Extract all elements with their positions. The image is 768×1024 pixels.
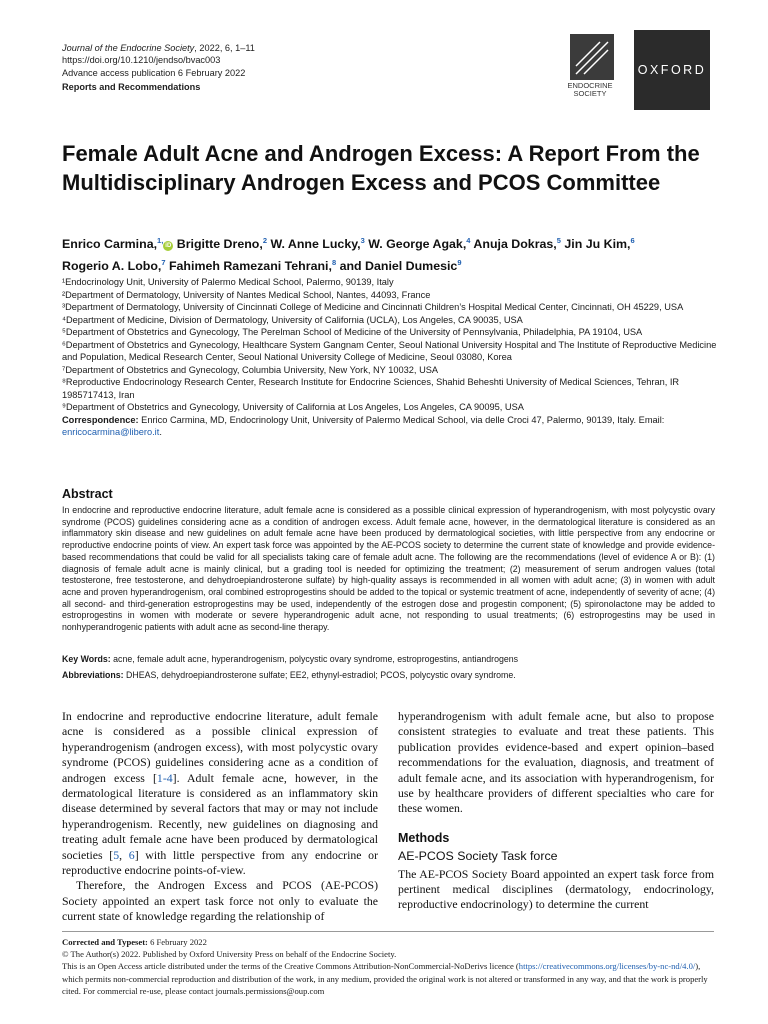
correspondence-email-link[interactable]: enricocarmina@libero.it xyxy=(62,427,160,437)
task-force-subheading: AE-PCOS Society Task force xyxy=(398,849,558,864)
oxford-logo: OXFORD xyxy=(634,30,710,110)
author[interactable]: W. Anne Lucky,$^3$ xyxy=(270,236,365,252)
journal-name: Journal of the Endocrine Society xyxy=(62,43,195,53)
citation-link[interactable]: 1-4 xyxy=(156,770,173,785)
license-link[interactable]: https://creativecommons.org/licenses/by-nc-nd/4.0/ xyxy=(518,961,696,972)
author[interactable]: Brigitte Dreno,$^2$ xyxy=(176,236,267,252)
correspondence: Correspondence: Enrico Carmina, MD, Endocrinology Unit, University of Palermo Medical School, via delle Croci 47, Palermo, 90139, Italy. Email: enricocarmina@libero.it. xyxy=(62,414,665,437)
affiliation: ¹Endocrinology Unit, University of Palermo Medical School, Palermo, 90139, Italy xyxy=(62,277,394,287)
license-note: This is an Open Access article distributed under the terms of the Creative Commons Attribution-NonCommercial-NoDerivs licence (https://creativecommons.org/licenses/by-nc-nd/4.0/), which permits non-commercial reproduction and distribution of the work, in any medium, provided the original work is not altered or transformed in any way, and that the work is properly cited. For commercial re-use, please contact journals.permissions@oup.com xyxy=(62,961,708,996)
intro-paragraph: hyperandrogenism with adult female acne, but also to propose consistent strategies to evaluate and treat these patients. This publication provides evidence-based and expert opinion–based recommendations for the evaluation, diagnosis, and treatment of adult female acne, and its association with hyperandrogenism, for use by healthcare providers of different specialties who care for these women. xyxy=(398,709,714,816)
publisher-logos xyxy=(560,30,710,110)
affiliation: ⁶Department of Obstetrics and Gynecology, Healthcare System Gangnam Center, Seoul National University Hospital and The Institute of Reproductive Medicine and Population, Medical Research Center, Seoul National University College of Medicine, Seoul 03080, Korea xyxy=(62,339,717,362)
author[interactable]: Rogerio A. Lobo,$^7$ xyxy=(62,257,166,273)
citation-link[interactable]: 5 xyxy=(113,847,120,862)
body-column-right xyxy=(398,709,714,913)
citation-link[interactable]: 6 xyxy=(128,847,135,862)
endocrine-society-logo xyxy=(570,34,614,80)
affiliation: ⁹Department of Obstetrics and Gynecology, University of California at Los Angeles, Los Angeles, CA 90095, USA xyxy=(62,402,524,412)
keywords: Key Words: acne, female adult acne, hyperandrogenism, polycystic ovary syndrome, estroprogestins, antiandrogens xyxy=(62,654,519,664)
author[interactable]: Fahimeh Ramezani Tehrani,$^8$ xyxy=(168,257,337,273)
article-title: Female Adult Acne and Androgen Excess: A Report From the Multidisciplinary Androgen Excess and PCOS Committee xyxy=(62,141,700,195)
abbreviations: Abbreviations: DHEAS, dehydroepiandrosterone sulfate; EE2, ethynyl-estradiol; PCOS, polycystic ovary syndrome. xyxy=(62,670,516,680)
doi-link[interactable]: https://doi.org/10.1210/jendso/bvac003 xyxy=(62,55,221,66)
abstract-heading: Abstract xyxy=(62,487,113,501)
abstract-text: In endocrine and reproductive endocrine literature, adult female acne is considered as a possible clinical expression of hyperandrogenism, with most polycystic ovary syndrome (PCOS) guidelines considering acne as a condition of androgen excess. Adult female acne, however, in the dermatological literature is considered as an inflammatory skin disease and new guidelines on adult female acne have been produced by dermatological societies, with little perspective from any endocrine or reproductive endocrine points of view. An expert task force was appointed by the AE-PCOS society to determine the current state of knowledge and provide evidence-based recommendations that could be valid for all specialists taking care of female adult acne. The following are the recommendations (level of evidence A or B): (1) diagnosis of female adult acne is mainly clinical, but a grading tool is needed for optimizing the treatment; (2) measurement of serum androgen values (total testosterone, free testosterone, and dehydroepiandrosterone sulfate) by high-quality assays is recommended in all women with adult acne; (3) in women with adult acne and proven hyperandrogenism, oral combined estroprogestins should be added to the topical or systemic treatment of acne, independently of severity of acne; (4) all second- and third-generation estroprogestins may be used, independently of the estrogen dose and progestin component; (5) spironolactone may be added to estroprogestins in women with moderate or severe hyperandrogenic adult acne, not responding to usual treatments; (6) estroprogestins may be used in nonhyperandrogenic patients with adult acne as second-line therapy. xyxy=(62,505,715,633)
author[interactable]: Enrico Carmina,$^{1,}$iD xyxy=(62,236,172,252)
author[interactable]: Anuja Dokras,$^5$ xyxy=(473,236,561,252)
affiliation: ²Department of Dermatology, University of Nantes Medical School, Nantes, 44093, France xyxy=(62,289,431,300)
endocrine-society-label: ENDOCRINE SOCIETY xyxy=(567,81,613,98)
methods-heading: Methods xyxy=(398,830,450,845)
article-section: Reports and Recommendations xyxy=(62,82,201,93)
body-column-left xyxy=(62,709,378,925)
orcid-icon[interactable]: iD xyxy=(165,243,172,250)
methods-paragraph: The AE-PCOS Society Board appointed an expert task force from pertinent medical disciplines (dermatology, endocrinology, reproductive endocrinology) to determine the current xyxy=(398,866,714,912)
advance-access: Advance access publication 6 February 2022 xyxy=(62,67,246,78)
intro-paragraph: In endocrine and reproductive endocrine literature, adult female acne is considered as a possible clinical expression of hyperandrogenism (androgen excess), with most polycystic ovary syndrome (PCOS) guidelines considering acne as a condition of androgen excess [1-4]. Adult female acne, however, in the dermatological literature is considered as an inflammatory skin disease determined by several factors that may or may not include hyperandrogenism. Recently, new guidelines on diagnosing and treating adult female acne have been produced by dermatological societies [5, 6] with little perspective from any endocrine or reproductive endocrine points-of-view. xyxy=(62,709,378,878)
author[interactable]: W. George Agak,$^4$ xyxy=(368,236,471,252)
affiliation: ⁴Department of Medicine, Division of Dermatology, University of California (UCLA), Los Angeles, CA 90035, USA xyxy=(62,314,523,325)
journal-header xyxy=(62,42,255,94)
footer-notes xyxy=(62,936,714,997)
author-list xyxy=(62,232,722,275)
author[interactable]: and Daniel Dumesic$^9$ xyxy=(339,257,462,273)
affiliation: ³Department of Dermatology, University of Cincinnati College of Medicine and Cincinnati Children’s Hospital Medical Center, Cincinnati, OH 45229, USA xyxy=(62,302,684,312)
affiliation: ⁸Reproductive Endocrinology Research Center, Research Institute for Endocrine Sciences, Shahid Beheshti University of Medical Sciences, Tehran, IR 1985717413, Iran xyxy=(62,377,680,400)
footer-divider xyxy=(62,931,714,932)
corrected-note: Corrected and Typeset: 6 February 2022 xyxy=(62,937,207,947)
intro-paragraph: Therefore, the Androgen Excess and PCOS (AE-PCOS) Society appointed an expert task force not only to evaluate the current state of knowledge regarding the relationship of xyxy=(62,878,378,924)
affiliation: ⁷Department of Obstetrics and Gynecology, Columbia University, New York, NY 10032, USA xyxy=(62,364,439,375)
affiliations xyxy=(62,276,718,439)
copyright-note: © The Author(s) 2022. Published by Oxford University Press on behalf of the Endocrine Society. xyxy=(62,949,397,960)
author[interactable]: Jin Ju Kim,$^6$ xyxy=(564,236,635,252)
affiliation: ⁵Department of Obstetrics and Gynecology, The Perelman School of Medicine of the University of Pennsylvania, Philadelphia, PA 19104, USA xyxy=(62,327,643,337)
journal-volume: , 2022, 6, 1–11 xyxy=(194,43,255,53)
